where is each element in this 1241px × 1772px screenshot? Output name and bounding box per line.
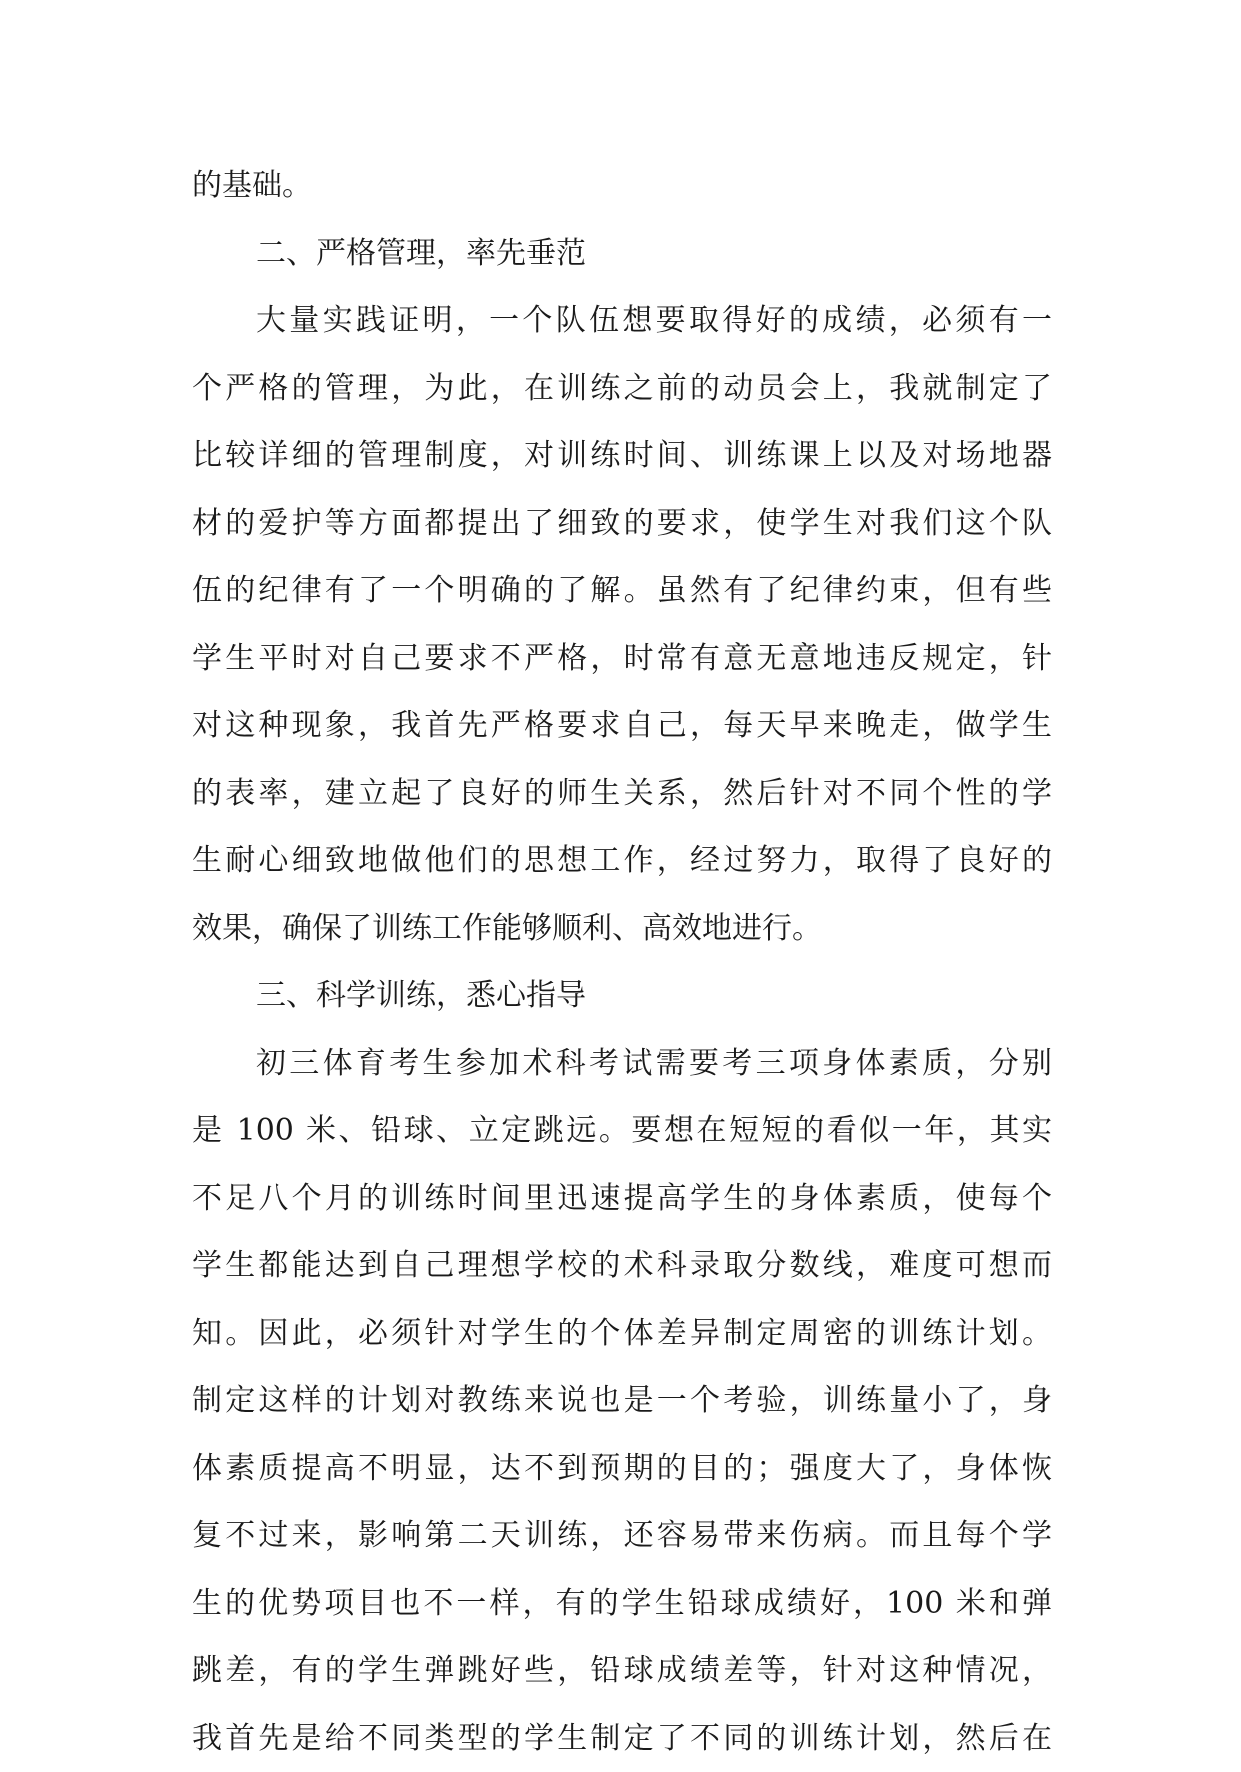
text-line: 的基础。 [192, 152, 1052, 220]
text-line: 是 100 米、铅球、立定跳远。要想在短短的看似一年，其实 [192, 1097, 1052, 1165]
text-line: 知。因此，必须针对学生的个体差异制定周密的训练计划。 [192, 1300, 1052, 1368]
text-line: 大量实践证明，一个队伍想要取得好的成绩，必须有一 [192, 287, 1052, 355]
text-line: 不足八个月的训练时间里迅速提高学生的身体素质，使每个 [192, 1165, 1052, 1233]
text-line: 学生都能达到自己理想学校的术科录取分数线，难度可想而 [192, 1232, 1052, 1300]
text-line: 的表率，建立起了良好的师生关系，然后针对不同个性的学 [192, 760, 1052, 828]
text-line: 制定这样的计划对教练来说也是一个考验，训练量小了，身 [192, 1367, 1052, 1435]
text-line: 材的爱护等方面都提出了细致的要求，使学生对我们这个队 [192, 490, 1052, 558]
text-line: 跳差，有的学生弹跳好些，铅球成绩差等，针对这种情况， [192, 1637, 1052, 1705]
text-line: 学生平时对自己要求不严格，时常有意无意地违反规定，针 [192, 625, 1052, 693]
text-line: 生耐心细致地做他们的思想工作，经过努力，取得了良好的 [192, 827, 1052, 895]
body-text [192, 152, 1052, 1772]
text-line: 我首先是给不同类型的学生制定了不同的训练计划，然后在 [192, 1705, 1052, 1772]
text-line: 体素质提高不明显，达不到预期的目的；强度大了，身体恢 [192, 1435, 1052, 1503]
text-line: 个严格的管理，为此，在训练之前的动员会上，我就制定了 [192, 355, 1052, 423]
text-line: 初三体育考生参加术科考试需要考三项身体素质，分别 [192, 1030, 1052, 1098]
text-line: 比较详细的管理制度，对训练时间、训练课上以及对场地器 [192, 422, 1052, 490]
text-line: 对这种现象，我首先严格要求自己，每天早来晚走，做学生 [192, 692, 1052, 760]
text-line: 生的优势项目也不一样，有的学生铅球成绩好，100 米和弹 [192, 1570, 1052, 1638]
section-heading: 二、严格管理，率先垂范 [192, 220, 1052, 288]
text-line: 效果，确保了训练工作能够顺利、高效地进行。 [192, 895, 1052, 963]
text-line: 复不过来，影响第二天训练，还容易带来伤病。而且每个学 [192, 1502, 1052, 1570]
text-line: 伍的纪律有了一个明确的了解。虽然有了纪律约束，但有些 [192, 557, 1052, 625]
section-heading: 三、科学训练，悉心指导 [192, 962, 1052, 1030]
